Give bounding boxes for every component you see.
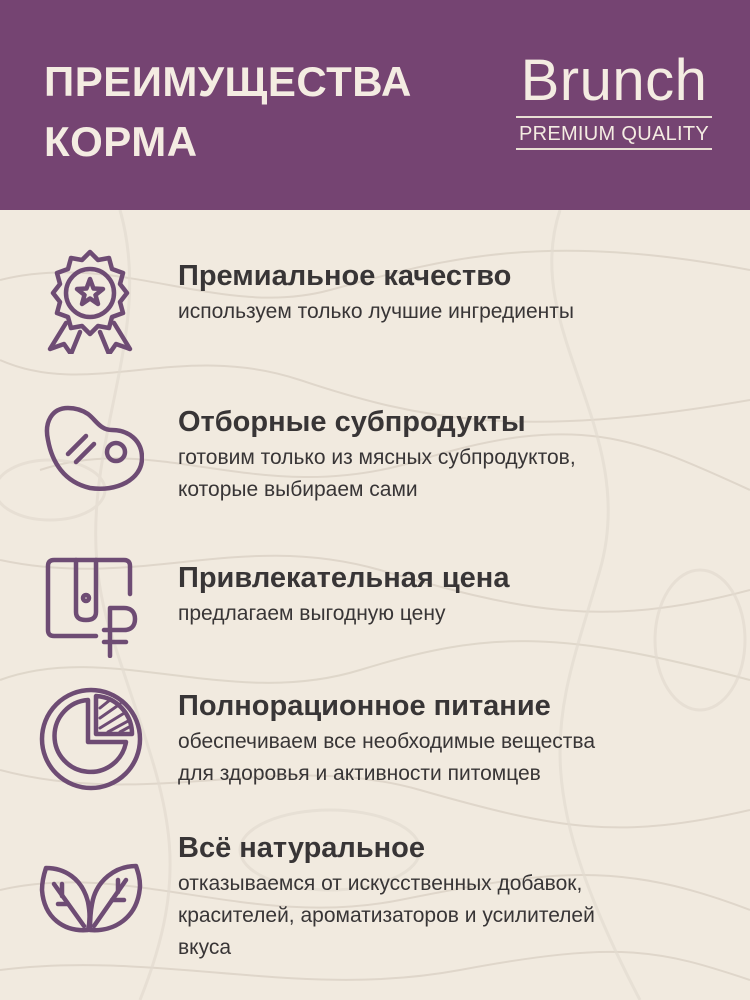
feature-description xyxy=(178,726,720,790)
feature-description-line: отказываемся от искусственных добавок, xyxy=(178,872,583,895)
feature-text xyxy=(178,560,720,630)
feature-text xyxy=(178,830,720,964)
feature-description-line: предлагаем выгодную цену xyxy=(178,602,446,625)
header-banner xyxy=(0,0,750,210)
feature-description-line: обеспечиваем все необходимые вещества xyxy=(178,730,595,753)
feature-description xyxy=(178,442,720,506)
feature-title: Премиальное качество xyxy=(178,260,512,292)
page-title xyxy=(44,52,412,172)
feature-text xyxy=(178,404,720,506)
page-title-line: ПРЕИМУЩЕСТВА xyxy=(44,58,412,105)
meat-steak-icon xyxy=(38,400,144,506)
pie-chart-icon xyxy=(38,686,144,792)
brand-divider xyxy=(516,116,712,118)
feature-title: Полнорационное питание xyxy=(178,690,551,722)
brand-logo xyxy=(516,48,712,150)
brand-tagline: PREMIUM QUALITY xyxy=(518,123,710,145)
brand-divider xyxy=(516,148,712,150)
feature-description-line: красителей, ароматизаторов и усилителей xyxy=(178,904,595,927)
wallet-ruble-icon xyxy=(38,552,144,658)
feature-title: Всё натуральное xyxy=(178,832,426,864)
feature-description-line: используем только лучшие ингредиенты xyxy=(178,300,574,323)
feature-description-line: которые выбираем сами xyxy=(178,478,418,501)
feature-text xyxy=(178,258,720,328)
feature-text xyxy=(178,688,720,790)
feature-description xyxy=(178,598,720,630)
award-rosette-star-icon xyxy=(38,248,144,354)
feature-description-line: готовим только из мясных субпродуктов, xyxy=(178,446,576,469)
feature-description-line: вкуса xyxy=(178,936,232,959)
brand-name: Brunch xyxy=(520,48,708,113)
feature-description-line: для здоровья и активности питомцев xyxy=(178,762,541,785)
feature-title: Привлекательная цена xyxy=(178,562,510,594)
page-title-line: КОРМА xyxy=(44,118,198,165)
feature-description xyxy=(178,296,720,328)
leaves-icon xyxy=(38,842,144,948)
feature-title: Отборные субпродукты xyxy=(178,406,526,438)
feature-description xyxy=(178,868,720,964)
